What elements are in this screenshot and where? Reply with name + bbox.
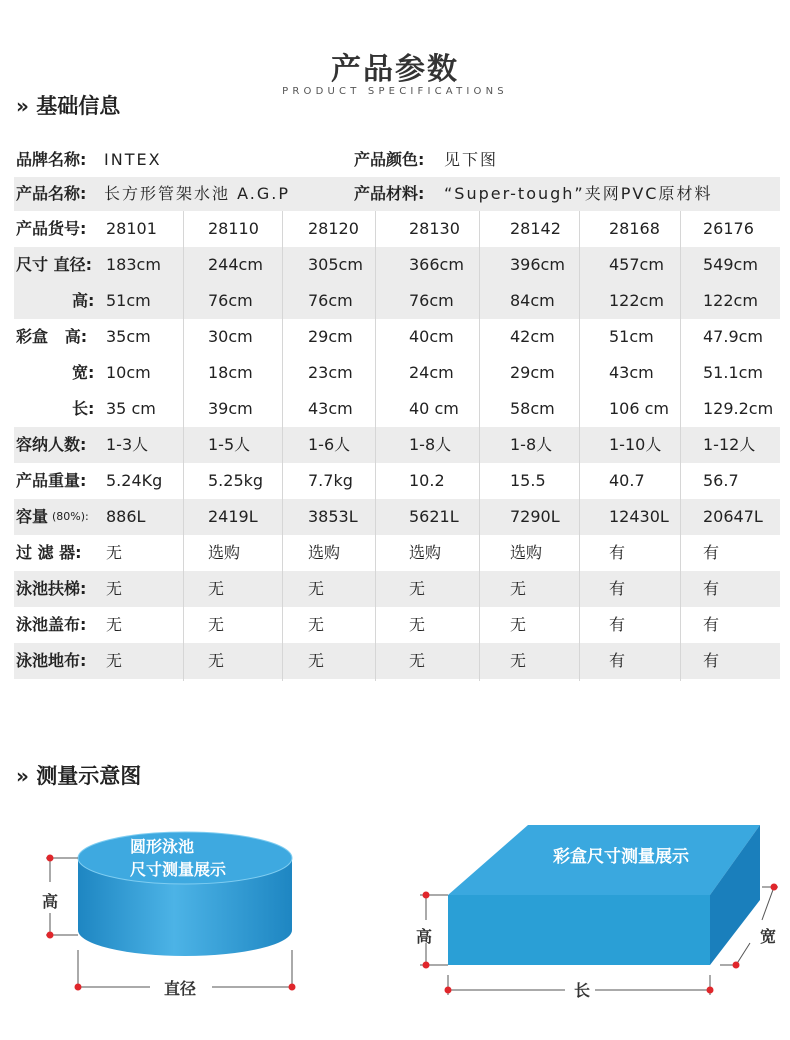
color-value: 见下图 (444, 150, 499, 169)
marker-dot (771, 884, 778, 891)
section-measure-title: 测量示意图 (36, 764, 142, 788)
table-cell: 28110 (208, 219, 259, 238)
table-row (14, 463, 780, 499)
section-basic-heading (16, 90, 120, 120)
table-cell: 40.7 (609, 471, 645, 490)
brand-value: INTEX (104, 150, 162, 169)
table-cell: 无 (510, 651, 527, 670)
table-cell: 1-5人 (208, 435, 251, 454)
box-front (448, 895, 710, 965)
table-cell: 无 (106, 579, 123, 598)
row-label: 彩盒 高: (16, 327, 88, 346)
row-label: 长: (72, 399, 95, 418)
row-label: 容量 (16, 507, 49, 526)
box-caption: 彩盒尺寸测量展示 (553, 847, 689, 867)
table-row (14, 247, 780, 283)
table-row (14, 427, 780, 463)
brand-label: 品牌名称: (16, 150, 87, 169)
table-cell: 无 (510, 615, 527, 634)
box-length-label: 长 (574, 981, 591, 1000)
table-cell: 76cm (208, 291, 253, 310)
table-cell: 无 (409, 615, 426, 634)
row-label: 容纳人数: (16, 435, 87, 454)
table-cell: 106 cm (609, 399, 670, 418)
table-cell: 28130 (409, 219, 460, 238)
table-cell: 24cm (409, 363, 454, 382)
box-width-label: 宽 (760, 927, 777, 946)
table-cell: 选购 (208, 543, 241, 562)
table-cell: 35 cm (106, 399, 156, 418)
table-cell: 无 (409, 651, 426, 670)
table-cell: 选购 (409, 543, 442, 562)
double-chevron-icon: » (16, 764, 25, 788)
table-cell: 2419L (208, 507, 258, 526)
table-cell: 122cm (703, 291, 758, 310)
name-label: 产品名称: (16, 184, 87, 203)
page-subtitle: PRODUCT SPECIFICATIONS (282, 86, 508, 97)
name-value: 长方形管架水池 A.G.P (104, 184, 290, 203)
marker-dot (47, 932, 54, 939)
table-row (14, 211, 780, 247)
table-cell: 12430L (609, 507, 669, 526)
table-cell: 58cm (510, 399, 555, 418)
table-cell: 549cm (703, 255, 758, 274)
table-cell: 7290L (510, 507, 560, 526)
table-cell: 129.2cm (703, 399, 774, 418)
table-cell: 40 cm (409, 399, 459, 418)
table-row (14, 571, 780, 607)
table-cell: 5.25kg (208, 471, 264, 490)
table-row (14, 643, 780, 679)
table-cell: 366cm (409, 255, 464, 274)
table-cell: 1-8人 (510, 435, 553, 454)
section-basic-title: 基础信息 (36, 94, 121, 118)
table-cell: 3853L (308, 507, 358, 526)
table-cell: 76cm (308, 291, 353, 310)
row-label: 宽: (72, 363, 95, 382)
row-label: 高: (72, 291, 95, 310)
table-cell: 29cm (510, 363, 555, 382)
table-cell: 有 (609, 579, 626, 598)
box-height-label: 高 (416, 927, 433, 946)
table-cell: 无 (308, 579, 325, 598)
table-cell: 无 (106, 543, 123, 562)
table-cell: 42cm (510, 327, 555, 346)
table-cell: 有 (609, 543, 626, 562)
marker-dot (75, 984, 82, 991)
table-cell: 43cm (308, 399, 353, 418)
column-divider (282, 211, 283, 681)
table-cell: 无 (510, 579, 527, 598)
column-divider (680, 211, 681, 681)
table-cell: 47.9cm (703, 327, 764, 346)
cylinder-caption-line1: 圆形泳池 (130, 837, 195, 856)
table-cell: 10.2 (409, 471, 445, 490)
table-cell: 无 (208, 579, 225, 598)
table-row (14, 499, 780, 535)
row-label: 泳池盖布: (16, 615, 87, 634)
table-cell: 28142 (510, 219, 561, 238)
marker-dot (707, 987, 714, 994)
cylinder-diameter-label: 直径 (164, 979, 197, 998)
table-cell: 1-10人 (609, 435, 662, 454)
table-cell: 有 (703, 543, 720, 562)
table-row (14, 355, 780, 391)
table-row (14, 607, 780, 643)
row-label: 泳池地布: (16, 651, 87, 670)
table-cell: 无 (208, 615, 225, 634)
info-row-name (14, 177, 780, 211)
info-row-brand (14, 143, 780, 177)
row-label: 尺寸 直径: (16, 255, 92, 274)
table-cell: 51.1cm (703, 363, 764, 382)
table-cell: 122cm (609, 291, 664, 310)
table-cell: 10cm (106, 363, 151, 382)
table-cell: 15.5 (510, 471, 546, 490)
table-cell: 无 (308, 615, 325, 634)
table-cell: 选购 (510, 543, 543, 562)
table-cell: 无 (106, 615, 123, 634)
material-label: 产品材料: (354, 184, 425, 203)
table-cell: 396cm (510, 255, 565, 274)
row-label: 产品货号: (16, 219, 87, 238)
table-cell: 886L (106, 507, 146, 526)
cylinder-caption-line2: 尺寸测量展示 (130, 860, 227, 879)
table-cell: 28101 (106, 219, 157, 238)
table-cell: 28120 (308, 219, 359, 238)
table-cell: 7.7kg (308, 471, 353, 490)
table-cell: 76cm (409, 291, 454, 310)
cylinder-height-label: 高 (42, 892, 59, 911)
table-cell: 有 (609, 615, 626, 634)
table-cell: 5621L (409, 507, 459, 526)
table-cell: 305cm (308, 255, 363, 274)
row-label: 泳池扶梯: (16, 579, 87, 598)
marker-dot (733, 962, 740, 969)
column-divider (183, 211, 184, 681)
table-cell: 20647L (703, 507, 763, 526)
table-cell: 28168 (609, 219, 660, 238)
table-cell: 1-8人 (409, 435, 452, 454)
table-cell: 51cm (106, 291, 151, 310)
table-cell: 有 (703, 651, 720, 670)
table-cell: 183cm (106, 255, 161, 274)
table-row (14, 535, 780, 571)
table-cell: 23cm (308, 363, 353, 382)
marker-dot (47, 855, 54, 862)
section-measure-heading (16, 760, 141, 790)
table-cell: 51cm (609, 327, 654, 346)
table-cell: 1-12人 (703, 435, 756, 454)
table-cell: 有 (703, 615, 720, 634)
table-cell: 40cm (409, 327, 454, 346)
double-chevron-icon: » (16, 94, 25, 118)
marker-dot (423, 962, 430, 969)
table-cell: 有 (609, 651, 626, 670)
table-cell: 18cm (208, 363, 253, 382)
table-row (14, 283, 780, 319)
material-value: “Super-tough”夹网PVC原材料 (444, 184, 713, 203)
table-cell: 30cm (208, 327, 253, 346)
table-cell: 43cm (609, 363, 654, 382)
column-divider (479, 211, 480, 681)
row-label: 产品重量: (16, 471, 87, 490)
column-divider (579, 211, 580, 681)
marker-dot (289, 984, 296, 991)
table-cell: 56.7 (703, 471, 739, 490)
column-divider (375, 211, 376, 681)
table-cell: 84cm (510, 291, 555, 310)
table-cell: 26176 (703, 219, 754, 238)
table-cell: 39cm (208, 399, 253, 418)
table-cell: 244cm (208, 255, 263, 274)
table-row (14, 391, 780, 427)
row-label: 过 滤 器: (16, 543, 82, 562)
spec-table (14, 211, 780, 679)
table-cell: 选购 (308, 543, 341, 562)
row-label-note: (80%): (52, 510, 89, 523)
table-cell: 457cm (609, 255, 664, 274)
marker-dot (423, 892, 430, 899)
table-cell: 无 (208, 651, 225, 670)
table-cell: 29cm (308, 327, 353, 346)
table-cell: 35cm (106, 327, 151, 346)
table-cell: 无 (308, 651, 325, 670)
color-label: 产品颜色: (354, 150, 425, 169)
table-cell: 有 (703, 579, 720, 598)
table-cell: 5.24Kg (106, 471, 163, 490)
table-row (14, 319, 780, 355)
marker-dot (445, 987, 452, 994)
page-title: 产品参数 (331, 52, 459, 87)
cylinder-caption (130, 835, 226, 881)
table-cell: 无 (106, 651, 123, 670)
table-cell: 1-3人 (106, 435, 149, 454)
table-cell: 1-6人 (308, 435, 351, 454)
table-cell: 无 (409, 579, 426, 598)
